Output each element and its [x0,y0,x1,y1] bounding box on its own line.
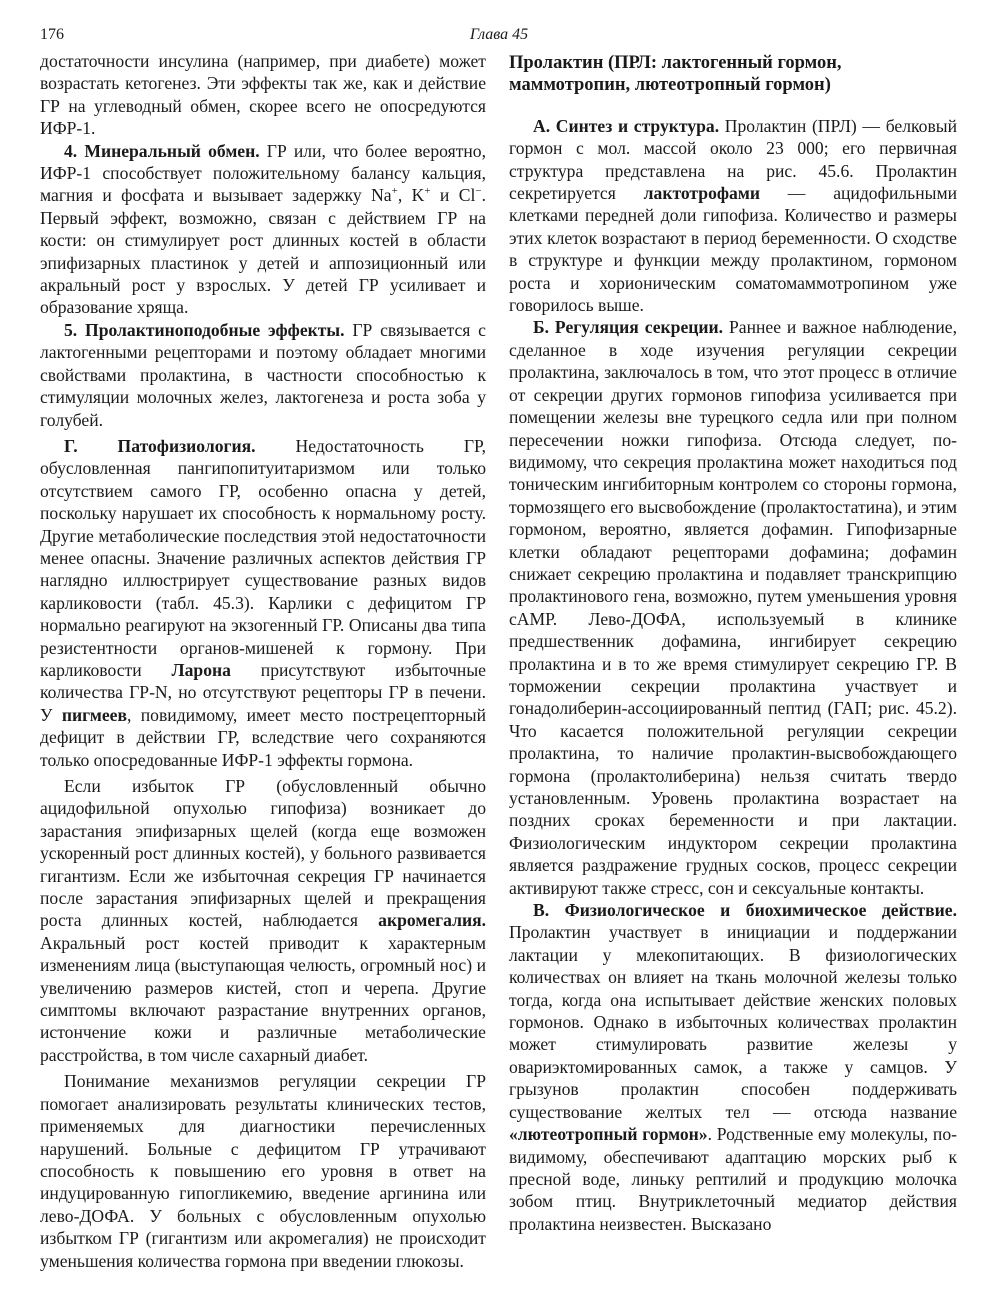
paragraph-synthesis-structure [509,115,957,317]
text-span: ГР связывается с лактогенными рецепторами и поэтому обладает многими свойствами пролактина, в частности способностью к стимуляции молочных желез, лактогенеза и роста зоба у голубей. [40,319,486,430]
heading-mineral-metabolism: 4. Минеральный обмен. [64,140,260,161]
heading-pathophysiology: Г. Патофизиология. [64,435,256,456]
heading-secretion-regulation: Б. Регуляция секреции. [533,317,724,338]
running-header-chapter: Глава 45 [469,26,529,43]
right-column [509,50,957,1235]
text-span: Раннее и важное наблюдение, сделанное в ходе изучения регуляции секреции пролактина, заключалось в том, что этот процесс в отличие от секреции других гормонов гипофиза усиливается при помещении железы вне турецкого седла или при полном пересечении ножки гипофиза. Отсюда следует, по-видимому, что секреция пролактина может находиться под тоническим ингибиторным контролем со стороны гормона, тормозящего его высвобождение (пролактостатина), и этим гормоном, вероятно, является дофамин. Гипофизарные клетки обладают рецепторами дофамина; дофамин снижает секрецию пролактина и подавляет транскрипцию пролактинового гена, возможно, путем уменьшения уровня сАМР. Лево-ДОФА, используемый в клинике предшественник дофамина, ингибирует секрецию пролактина и в то же время стимулирует секрецию ГР. В торможении секреции пролактина участвует и гонадолиберин-ассоциированный пептид (ГАП; рис. 45.2). Что касается положительной регуляции секреции пролактина, то наличие пролактин-высвобождающего гормона (пролактолиберина) нельзя считать твердо установленным. Уровень пролактина возрастает на поздних сроках беременности и при лактации. Физиологическим индуктором секреции пролактина является раздражение грудных сосков, процесс секреции активируют также стресс, сон и сексуальные контакты. [509,317,957,898]
page-number: 176 [40,26,64,43]
heading-prolactin-like-effects: 5. Пролактиноподобные эффекты. [64,319,345,340]
text-span: , повидимому, имеет место пострецепторный дефицит в действии ГР, вследствие чего сохраняются только опосредованные ИФР-1 эффекты гормона. [40,704,486,770]
text-span: Акральный рост костей приводит к характерным изменениям лица (выступающая челюсть, огромный нос) и увеличению размеров кистей, стоп и черепа. Другие симптомы включают разрастание внутренних органов, истончение кожи и различные метаболические расстройства, в том числе сахарный диабет. [40,932,486,1065]
text-span: , K [397,185,425,206]
text-span: Если избыток ГР (обусловленный обычно ацидофильной опухолью гипофиза) возникает до зарастания эпифизарных щелей (когда еще возможен ускоренный рост длинных костей), у больного развивается гигантизм. Если же избыточная секреция ГР начинается после зарастания эпифизарных щелей и прекращения роста длинных костей, наблюдается [40,776,486,931]
text-span: Пролактин (ПРЛ) — белковый гормон с мол. массой около 23 000; его первичная структура представлена на рис. 45.6. Пролактин секретируется [509,115,957,204]
paragraph-gh-excess [40,775,486,1066]
text-span: . Первый эффект, возможно, связан с действием ГР на кости: он стимулирует рост длинных костей в области эпифизарных пластинок у детей и аппозиционный или акральный рост у взрослых. У детей ГР усиливает и образование хряща. [40,185,486,318]
section-title-prolactin: Пролактин (ПРЛ: лактогенный гормон, маммотропин, лютеотропный гормон) [509,53,842,96]
paragraph-ketogenesis: достаточности инсулина (например, при диабете) может возрастать кетогенез. Эти эффекты так же, как и действие ГР на углеводный обмен, скорее всего не опосредуются ИФР-1. [40,51,486,139]
term-acromegaly: акромегалия. [378,910,486,931]
superscript-plus: + [391,185,398,198]
superscript-minus: − [475,185,482,198]
heading-physiological-action: В. Физиологическое и биохимическое действие. [533,900,957,921]
paragraph-mineral-metabolism [40,140,486,319]
text-span: и Cl [430,185,476,206]
text-span: Недостаточность ГР, обусловленная пангипопитуитаризмом или только отсутствием самого ГР, особенно опасна у детей, поскольку нарушает их способность к нормальному росту. Другие метаболические последствия этой недостаточности менее опасны. Значение различных аспектов действия ГР наглядно иллюстрирует существование разных видов карликовости (табл. 45.3). Карлики с дефицитом ГР нормально реагируют на экзогенный ГР. Описаны два типа резистентности органов-мишеней к гормону. При карликовости [40,435,486,680]
term-lactotrophs: лактотрофами [643,183,760,204]
text-span: . Родственные ему молекулы, по-видимому, обеспечивают адаптацию морских рыб к пресной воде, линьку рептилий и продукцию молочка зобом птиц. Внутриклеточный медиатор действия пролактина неизвестен. Высказано [509,1124,957,1234]
superscript-plus: + [424,185,431,198]
heading-synthesis-structure: А. Синтез и структура. [533,115,720,136]
text-span: — ацидофильными клетками передней доли гипофиза. Количество и размеры этих клеток возрастают в период беременности. О сходстве в структуре и функции между пролактином, гормоном роста и хорионическим соматомаммотропином уже говорилось выше. [509,183,957,316]
text-span: присутствуют избыточные количества ГР-N, но отсутствуют рецепторы ГР в печени. У [40,659,486,725]
text-span: ГР или, что более вероятно, ИФР-1 способствует положительному балансу кальция, магния и фосфата и вызывает задержку Na [40,140,486,206]
left-column [40,50,486,1272]
paragraph-clinical-tests: Понимание механизмов регуляции секреции ГР помогает анализировать результаты клинических тестов, применяемых для диагностики перечисленных нарушений. Больные с дефицитом ГР утрачивают способность к повышению его уровня в ответ на индуцированную гипогликемию, введение аргинина или лево-ДОФА. У больных с обусловленным опухолью избытком ГР (гигантизм или акромегалия) не происходит уменьшения количества гормона при введении глюкозы. [40,1071,486,1271]
term-pygmies: пигмеев [61,704,127,725]
term-luteotropic-hormone: «лютеотропный гормон» [509,1124,708,1145]
paragraph-prolactin-like-effects [40,319,486,431]
paragraph-pathophysiology [40,435,486,771]
text-span: Пролактин участвует в инициации и поддержании лактации у млекопитающих. В физиологических количествах он влияет на ткань молочной железы только тогда, когда она испытывает действие женских половых гормонов. Однако в избыточных количествах пролактин может стимулировать развитие железы у овариэктомированных самок, а также у самцов. У грызунов пролактин способен поддерживать существование желтых тел — отсюда название [509,922,957,1122]
paragraph-secretion-regulation [509,316,957,899]
paragraph-physiological-action [509,899,957,1235]
term-laron: Ларона [171,659,231,680]
